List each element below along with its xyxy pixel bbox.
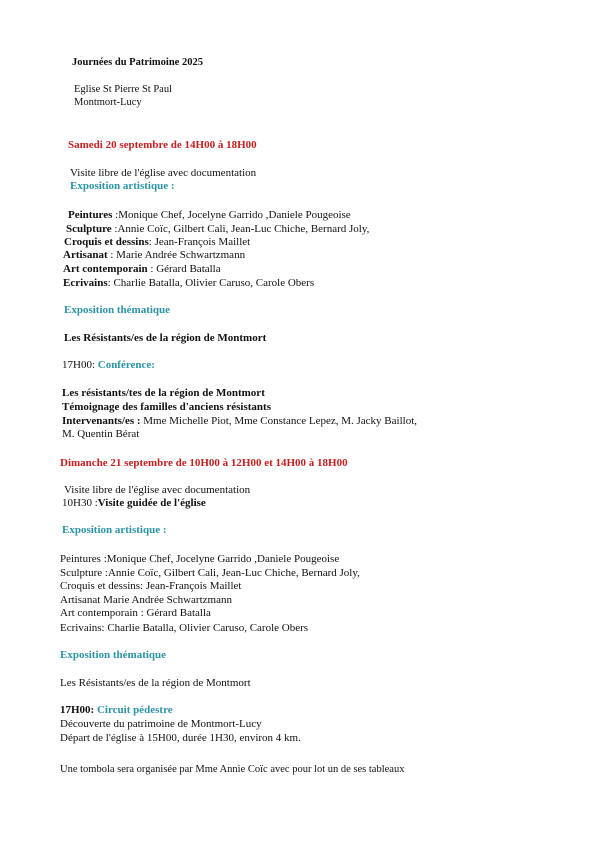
walk-label: Circuit pédestre (96, 704, 173, 716)
art-label: Ecrivains (63, 277, 108, 289)
speakers-names: Mme Michelle Piot, Mme Constance Lepez, M. Jacky Baillot, (143, 415, 418, 427)
saturday-heading: Samedi 20 septembre de 14H00 à 18H00 (68, 139, 257, 151)
sunday-visit: Visite libre de l'église avec documentation (64, 484, 251, 496)
art-value: Charlie Batalla, Olivier Caruso, Carole Obers (113, 277, 315, 289)
guided-label: Visite guidée de l'église (97, 497, 206, 509)
art-label: Art contemporain (63, 263, 148, 275)
saturday-art-line (63, 263, 221, 276)
saturday-art-line (63, 277, 314, 290)
art-sep: : (148, 236, 155, 248)
sunday-guided-visit (62, 497, 206, 510)
art-sep: : (107, 277, 114, 289)
sunday-art-line: Ecrivains: Charlie Batalla, Olivier Caruso, Carole Obers (60, 622, 309, 634)
conference-title: Les résistants/tes de la région de Montmort (62, 387, 265, 399)
walk-time: 17H00: (60, 704, 95, 716)
saturday-art-line (66, 223, 369, 236)
venue-name: Eglise St Pierre St Paul (74, 84, 172, 95)
art-value: Monique Chef, Jocelyne Garrido ,Daniele Pougeoise (118, 209, 351, 221)
sunday-art-line: Artisanat Marie Andrée Schwartzmann (60, 594, 232, 606)
sunday-theme-heading: Exposition thématique (60, 649, 167, 661)
saturday-art-line (68, 209, 351, 222)
saturday-art-heading: Exposition artistique : (70, 180, 175, 192)
art-value: Annie Coïc, Gilbert Cali, Jean-Luc Chiche, Bernard Joly, (117, 223, 370, 235)
saturday-art-line (63, 249, 245, 262)
walk-description: Découverte du patrimoine de Montmort-Lucy (60, 718, 262, 730)
saturday-art-line (64, 236, 250, 249)
sunday-theme: Les Résistants/es de la région de Montmort (60, 677, 251, 689)
walk-line (60, 704, 173, 717)
sunday-art-line: Croquis et dessins: Jean-François Maillet (60, 580, 242, 592)
speakers-label: Intervenants/es : (62, 415, 141, 427)
art-sep: : (111, 223, 118, 235)
sunday-art-line: Peintures :Monique Chef, Jocelyne Garrido ,Daniele Pougeoise (60, 553, 340, 565)
venue-town: Montmort-Lucy (74, 97, 142, 108)
conference-subtitle: Témoignage des familles d'anciens résistants (62, 401, 271, 413)
art-value: Gérard Batalla (156, 263, 221, 275)
art-sep: : (112, 209, 119, 221)
conference-speakers-cont: M. Quentin Bérat (62, 428, 140, 440)
sunday-art-line: Sculpture :Annie Coïc, Gilbert Cali, Jean-Luc Chiche, Bernard Joly, (60, 567, 360, 579)
sunday-heading: Dimanche 21 septembre de 10H00 à 12H00 et 14H00 à 18H00 (60, 457, 348, 469)
saturday-theme-heading: Exposition thématique (64, 304, 171, 316)
event-title: Journées du Patrimoine 2025 (72, 57, 203, 68)
saturday-visit: Visite libre de l'église avec documentation (70, 167, 257, 179)
conference-label: Conférence: (97, 359, 155, 371)
art-label: Peintures (68, 209, 113, 221)
art-label: Artisanat (63, 249, 108, 261)
art-label: Sculpture (66, 223, 112, 235)
art-sep: : (147, 263, 157, 275)
art-sep: : (107, 249, 117, 261)
sunday-art-heading: Exposition artistique : (62, 524, 167, 536)
conference-speakers (62, 415, 417, 428)
walk-details: Départ de l'église à 15H00, durée 1H30, environ 4 km. (60, 732, 301, 744)
conference-line (62, 359, 155, 372)
conference-time: 17H00: (62, 359, 98, 371)
art-value: Marie Andrée Schwartzmann (116, 249, 246, 261)
saturday-theme: Les Résistants/es de la région de Montmort (64, 332, 267, 344)
art-value: Jean-François Maillet (154, 236, 251, 248)
sunday-art-line: Art contemporain : Gérard Batalla (60, 607, 211, 619)
art-label: Croquis et dessins (64, 236, 149, 248)
guided-time: 10H30 : (62, 497, 98, 509)
tombola-note: Une tombola sera organisée par Mme Annie Coïc avec pour lot un de ses tableaux (60, 764, 405, 775)
